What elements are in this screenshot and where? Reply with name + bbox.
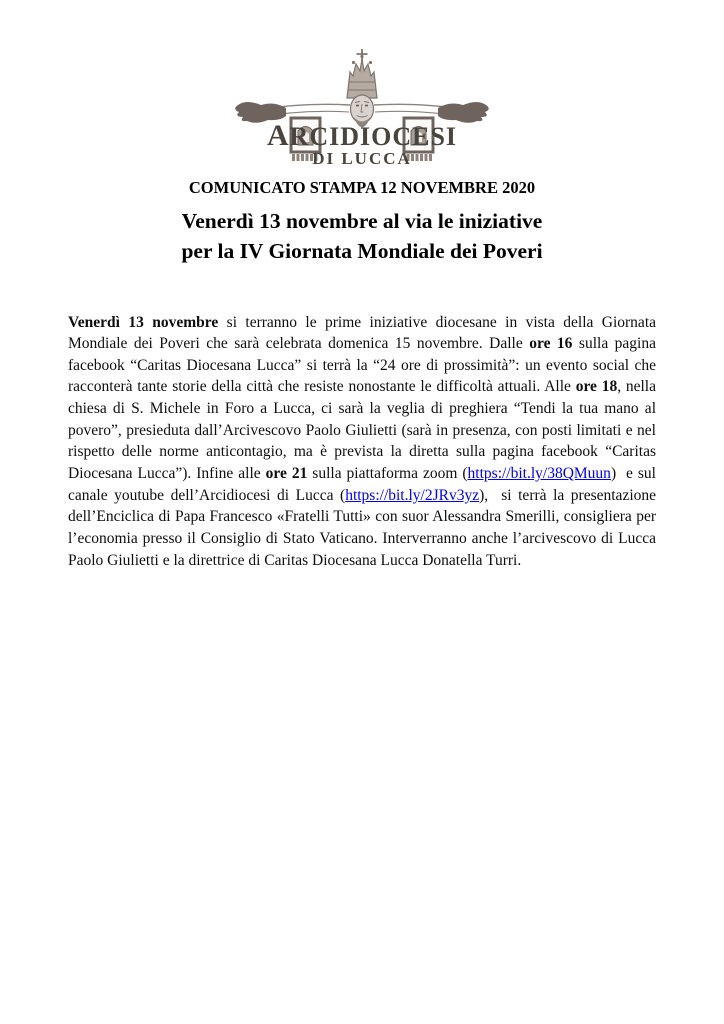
body-text-run: ), si terrà la presentazione dell’Enciclica di Papa Francesco «Fratelli Tutti» con suor Alessandra Smerilli, consigliera per l’economia presso il Consiglio di Stato Vaticano. Interverranno anche l’arcivescovo di Lucca Paolo Giulietti e la direttrice di Caritas Diocesana Lucca Donatella Turri. xyxy=(68,486,660,569)
body-text-run: sulla piattaforma zoom ( xyxy=(307,465,468,483)
page-title xyxy=(0,206,724,266)
bold-text: Venerdì 13 novembre xyxy=(68,313,219,331)
body-text-run: sulla pagina facebook “Caritas Diocesana Lucca” si terrà la “24 ore di prossimità”: un evento social che racconterà tante storie della città che resiste nonostante le difficoltà attuali. Alle xyxy=(68,335,660,396)
press-release-heading: COMUNICATO STAMPA 12 NOVEMBRE 2020 xyxy=(188,178,536,197)
zoom-platform-link[interactable]: https://bit.ly/38QMuun xyxy=(467,465,611,483)
page-title-line2: per la IV Giornata Mondiale dei Poveri xyxy=(181,239,543,263)
logo-wordmark-line1: ARCIDIOCESI xyxy=(266,119,458,152)
body-text-run: si terranno le prime iniziative diocesane in vista della Giornata Mondiale dei Poveri che sarà celebrata domenica 15 novembre. Dalle xyxy=(68,313,660,353)
body-text-run: , nella chiesa di S. Michele in Foro a Lucca, ci sarà la veglia di preghiera “Tendi la tua mano al povero”, presieduta dall’Arcivescovo Paolo Giulietti (sarà in presenza, con posti limitati e nel rispetto delle norme anticontagio, ma è prevista la diretta sulla pagina facebook “Caritas Diocesana Lucca”). Infine alle xyxy=(68,378,660,483)
logo-wordmark-line2: DI LUCCA xyxy=(312,149,412,168)
page-title-line1: Venerdì 13 novembre al via le iniziative xyxy=(181,209,543,233)
youtube-channel-link[interactable]: https://bit.ly/2JRv3yz xyxy=(345,486,480,504)
arcidiocesi-di-lucca-logo xyxy=(232,46,492,170)
body-text-run: ) e sul canale youtube dell’Arcidiocesi di Lucca ( xyxy=(68,465,660,504)
bold-text: ore 21 xyxy=(265,465,308,483)
bold-text: ore 16 xyxy=(529,335,573,353)
body-paragraph xyxy=(68,312,660,572)
bold-text: ore 18 xyxy=(575,378,618,396)
